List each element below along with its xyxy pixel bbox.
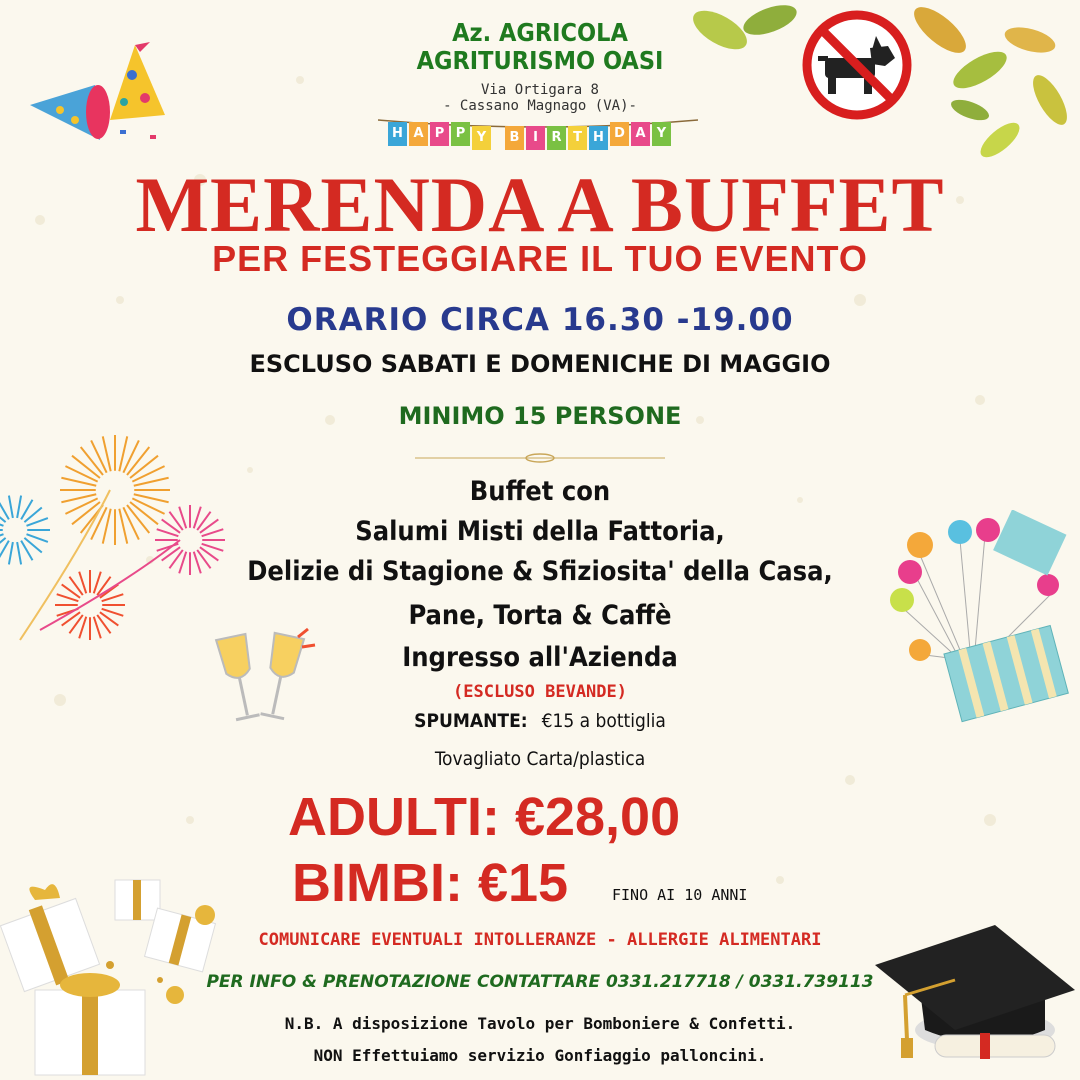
tableware-note: Tovagliato Carta/plastica — [434, 748, 646, 770]
kids-age-note: FINO AI 10 ANNI — [612, 886, 748, 904]
main-title: MERENDA A BUFFET — [135, 161, 945, 248]
menu-line-delizie: Delizie di Stagione & Sfiziosita' della Casa, — [247, 556, 833, 587]
note-line1: N.B. A disposizione Tavolo per Bomboniere & Confetti. — [284, 1014, 796, 1033]
banner-flag: R — [547, 126, 566, 150]
spumante-price: €15 a bottiglia — [541, 710, 666, 732]
adult-price: ADULTI: €28,00 — [288, 787, 681, 847]
menu-line-buffet: Buffet con — [469, 476, 611, 507]
note-line2: NON Effettuiamo servizio Gonfiaggio palloncini. — [313, 1046, 767, 1065]
kids-price: BIMBI: €15 — [292, 853, 569, 913]
banner-flag: T — [568, 126, 587, 150]
menu-line-pane: Pane, Torta & Caffè — [408, 600, 672, 631]
ornament-divider — [415, 452, 665, 464]
banner-flag: H — [388, 122, 407, 146]
menu-line-salumi: Salumi Misti della Fattoria, — [355, 516, 725, 547]
banner-flag — [493, 122, 503, 146]
banner-flag: P — [451, 122, 470, 146]
address-line1: Via Ortigara 8 — [480, 82, 599, 98]
banner-flag: D — [610, 122, 629, 146]
banner-flag: Y — [652, 122, 671, 146]
exclusion-note: ESCLUSO SABATI E DOMENICHE DI MAGGIO — [249, 350, 831, 378]
farm-name-line2: AGRITURISMO OASI — [416, 46, 664, 75]
spumante-line — [0, 710, 1080, 732]
subtitle: PER FESTEGGIARE IL TUO EVENTO — [212, 238, 868, 279]
banner-flag: B — [505, 126, 524, 150]
happy-birthday-banner — [378, 112, 698, 160]
spumante-label: SPUMANTE: — [414, 710, 528, 732]
contact-info: PER INFO & PRENOTAZIONE CONTATTARE 0331.217718 / 0331.739113 — [206, 972, 874, 992]
drinks-excluded: (ESCLUSO BEVANDE) — [453, 682, 627, 702]
banner-flag: A — [631, 122, 650, 146]
allergy-notice: COMUNICARE EVENTUALI INTOLLERANZE - ALLERGIE ALIMENTARI — [258, 930, 822, 950]
address-line2: - Cassano Magnago (VA)- — [443, 98, 637, 114]
banner-flag: I — [526, 126, 545, 150]
banner-flag: Y — [472, 126, 491, 150]
minimum-people: MINIMO 15 PERSONE — [398, 402, 682, 430]
farm-name-line1: Az. AGRICOLA — [452, 18, 628, 47]
opening-hours: ORARIO CIRCA 16.30 -19.00 — [286, 302, 794, 338]
banner-flag: A — [409, 122, 428, 146]
banner-flag: P — [430, 122, 449, 146]
banner-flag: H — [589, 126, 608, 150]
menu-line-ingresso: Ingresso all'Azienda — [402, 642, 678, 673]
